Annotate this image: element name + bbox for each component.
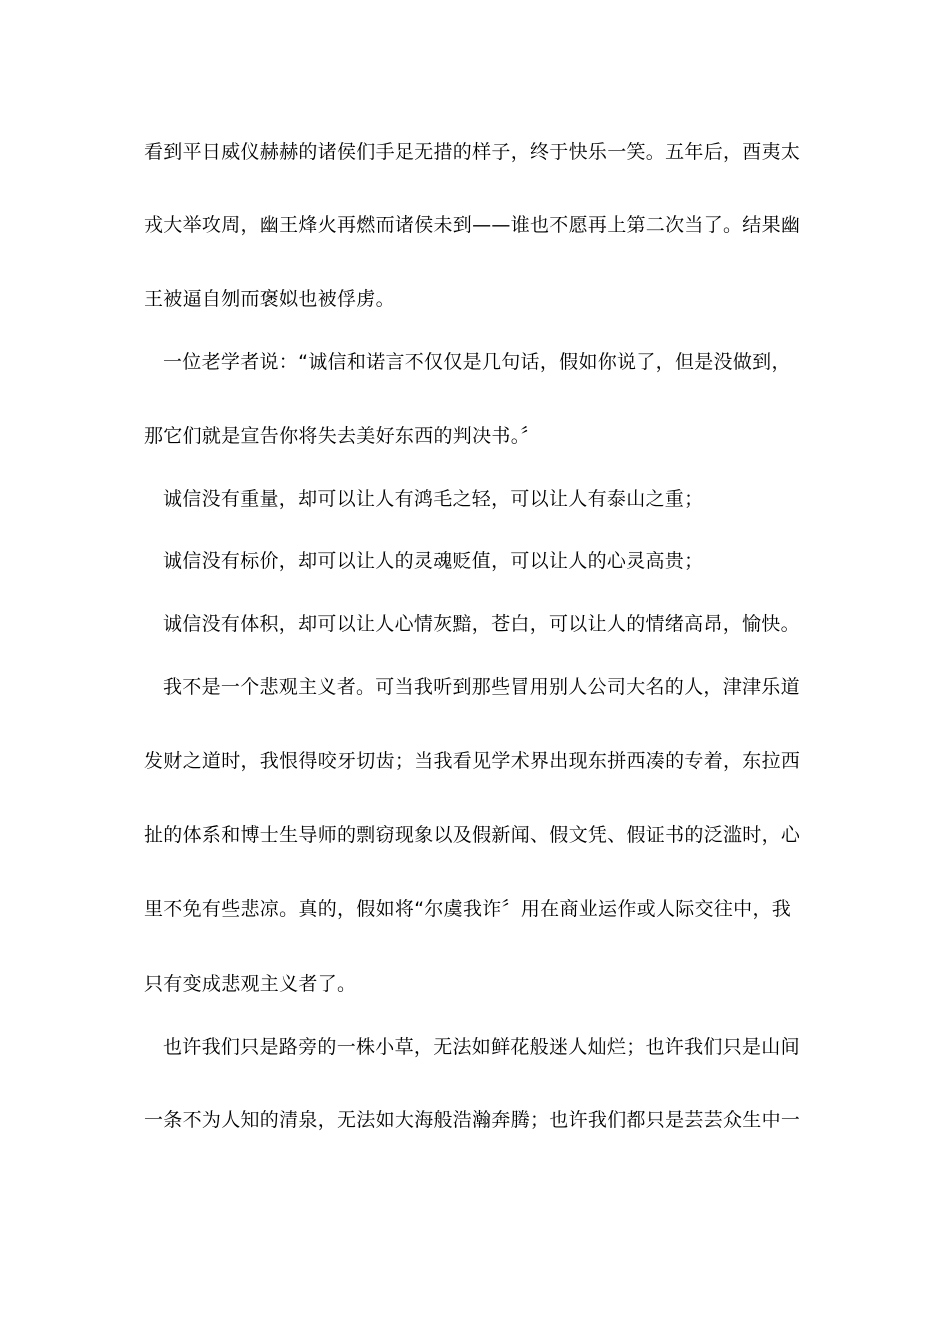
text-line: 那它们就是宣告你将失去美好东西的判决书。〞 [144, 425, 540, 447]
text-line: 一位老学者说：“诚信和诺言不仅仅是几句话，假如你说了，但是没做到， [163, 351, 791, 373]
text-line: 戎大举攻周，幽王烽火再燃而诸侯未到——谁也不愿再上第二次当了。结果幽 [144, 214, 801, 236]
text-line: 诚信没有重量，却可以让人有鸿毛之轻，可以让人有泰山之重； [163, 488, 704, 510]
text-line: 诚信没有体积，却可以让人心情灰黯，苍白，可以让人的情绪高昂，愉快。 [163, 613, 800, 635]
text-line: 只有变成悲观主义者了。 [144, 973, 357, 995]
text-line: 发财之道时，我恨得咬牙切齿；当我看见学术界出现东拼西凑的专着，东拉西 [144, 750, 801, 772]
text-line: 诚信没有标价，却可以让人的灵魂贬值，可以让人的心灵高贵； [163, 550, 704, 572]
text-line: 王被逼自刎而褒姒也被俘虏。 [144, 288, 395, 310]
text-line: 也许我们只是路旁的一株小草，无法如鲜花般迷人灿烂；也许我们只是山间 [163, 1036, 800, 1058]
text-line: 一条不为人知的清泉，无法如大海般浩瀚奔腾；也许我们都只是芸芸众生中一 [144, 1109, 801, 1131]
text-line: 我不是一个悲观主义者。可当我听到那些冒用别人公司大名的人，津津乐道 [163, 676, 800, 698]
text-line: 里不免有些悲凉。真的，假如将“尔虞我诈〞用在商业运作或人际交往中，我 [144, 898, 792, 920]
text-line: 看到平日威仪赫赫的诸侯们手足无措的样子，终于快乐一笑。五年后，酉夷太 [144, 141, 801, 163]
text-line: 扯的体系和博士生导师的剽窃现象以及假新闻、假文凭、假证书的泛滥时，心 [144, 824, 801, 846]
